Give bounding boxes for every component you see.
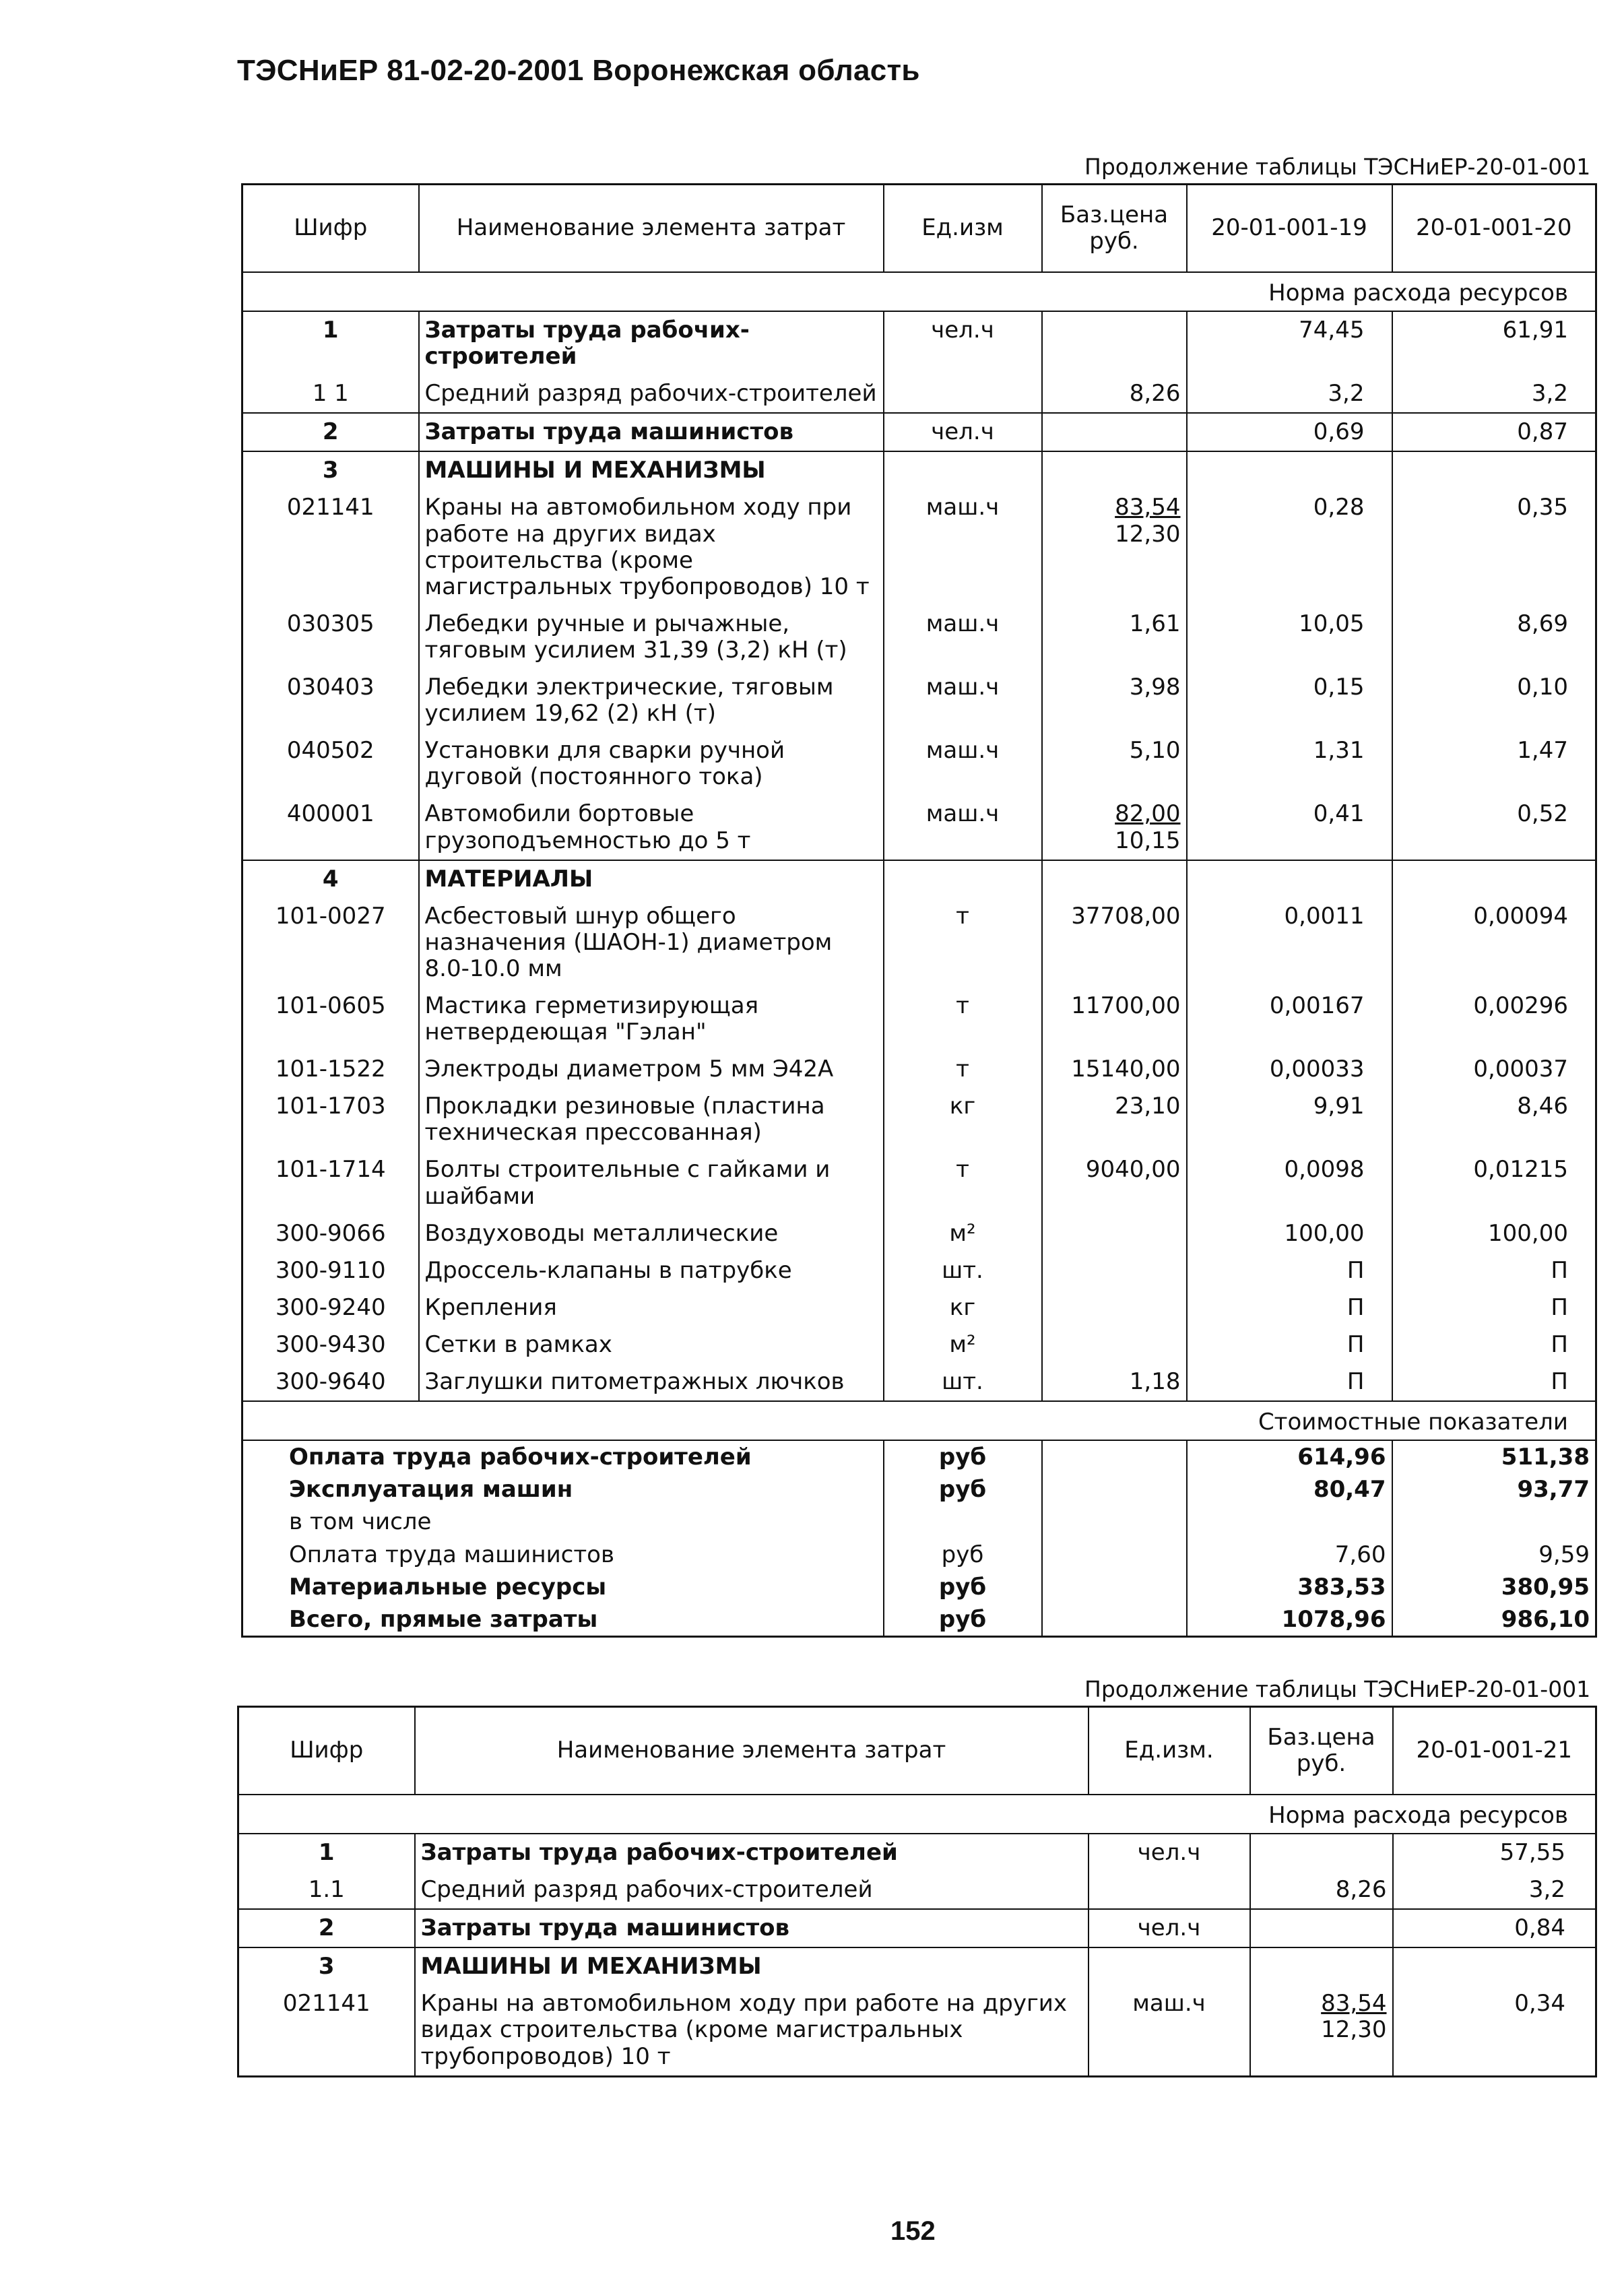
row-name: Установки для сварки ручной дуговой (постоянного тока) [419, 732, 884, 796]
row-code: 101-1703 [275, 1093, 386, 1120]
row-norm-value: 0,87 [1392, 413, 1596, 451]
cost-price [1042, 1603, 1187, 1637]
table-row [238, 1947, 1596, 1985]
row-price [1042, 988, 1187, 1051]
row-norm-value [1392, 451, 1596, 489]
cost-price [1042, 1440, 1187, 1473]
base-price: 83,54 [1321, 1990, 1387, 2018]
cost-unit: руб [884, 1603, 1042, 1637]
row-name: Болты строительные с гайками и шайбами [419, 1151, 884, 1215]
cost-value: 986,10 [1392, 1603, 1596, 1637]
header-name: Наименование элемента затрат [419, 185, 884, 273]
row-name: МАШИНЫ И МЕХАНИЗМЫ [419, 451, 884, 489]
row-norm-value: 1,31 [1187, 732, 1392, 796]
cost-name: Оплата труда машинистов [289, 1541, 615, 1568]
row-norm-value: 0,0011 [1187, 898, 1392, 988]
row-norm-value: 100,00 [1187, 1215, 1392, 1252]
cost-value: 93,77 [1392, 1473, 1596, 1506]
table-row [242, 413, 1596, 451]
header-norm-20: 20-01-001-20 [1392, 185, 1596, 273]
row-norm-value: 0,52 [1392, 796, 1596, 860]
row-price [1250, 1909, 1393, 1947]
cost-value: 1078,96 [1187, 1603, 1392, 1637]
header-code: Шифр [238, 1707, 415, 1795]
row-unit: т [884, 988, 1042, 1051]
row-norm-value: 0,10 [1392, 669, 1596, 732]
row-code: 1 [242, 311, 419, 375]
row-norm-value: П [1392, 1289, 1596, 1326]
row-code: 101-0027 [275, 902, 386, 930]
base-price: 15140,00 [1071, 1056, 1181, 1083]
row-unit: маш.ч [884, 606, 1042, 669]
row-unit: шт. [884, 1363, 1042, 1401]
row-unit: маш.ч [884, 489, 1042, 605]
cost-name: Эксплуатация машин [289, 1476, 573, 1504]
row-price [1250, 1947, 1393, 1985]
row-norm-value [1187, 451, 1392, 489]
row-unit [884, 860, 1042, 898]
row-name: МАШИНЫ И МЕХАНИЗМЫ [415, 1947, 1089, 1985]
row-unit: т [884, 1151, 1042, 1215]
row-code: 101-1522 [275, 1056, 386, 1083]
header-norm-19: 20-01-001-19 [1187, 185, 1392, 273]
row-name: Затраты труда машинистов [415, 1909, 1089, 1947]
cost-row [242, 1539, 1596, 1571]
base-price: 23,10 [1115, 1093, 1181, 1120]
row-unit: кг [884, 1289, 1042, 1326]
table-row [242, 732, 1596, 796]
row-norm-value [1187, 860, 1392, 898]
row-unit: чел.ч [1089, 1834, 1250, 1871]
row-unit: м² [884, 1326, 1042, 1363]
table-row [242, 1289, 1596, 1326]
table-header-row [238, 1707, 1596, 1795]
row-price [1042, 375, 1187, 413]
cost-row [242, 1571, 1596, 1603]
row-unit: кг [884, 1088, 1042, 1151]
table-row [238, 1834, 1596, 1871]
table-row [242, 1326, 1596, 1363]
cost-row [242, 1506, 1596, 1538]
row-norm-value: 3,2 [1187, 375, 1392, 413]
cost-name: Материальные ресурсы [289, 1573, 607, 1601]
row-norm-value: 0,41 [1187, 796, 1392, 860]
cost-name: Всего, прямые затраты [289, 1606, 598, 1634]
row-price [1250, 1871, 1393, 1909]
row-norm-value: 0,00296 [1392, 988, 1596, 1051]
header-unit: Ед.изм [884, 185, 1042, 273]
header-price: Баз.цена руб. [1250, 1707, 1393, 1795]
header-price: Баз.цена руб. [1042, 185, 1187, 273]
base-price: 8,26 [1129, 380, 1181, 408]
norm-label-row [238, 1795, 1596, 1834]
row-norm-value: 3,2 [1392, 375, 1596, 413]
row-price [1042, 606, 1187, 669]
cost-unit: руб [884, 1571, 1042, 1603]
row-norm-value [1393, 1947, 1596, 1985]
row-norm-value [1392, 860, 1596, 898]
table-row [238, 1909, 1596, 1947]
row-norm-value: П [1187, 1252, 1392, 1289]
row-price [1250, 1985, 1393, 2076]
header-name: Наименование элемента затрат [415, 1707, 1089, 1795]
row-price [1042, 898, 1187, 988]
row-code: 1 [238, 1834, 415, 1871]
table-row [242, 1088, 1596, 1151]
row-price [1042, 311, 1187, 375]
base-price: 3,98 [1129, 674, 1181, 701]
row-unit: м² [884, 1215, 1042, 1252]
row-unit [1089, 1947, 1250, 1985]
row-norm-value: 0,28 [1187, 489, 1392, 605]
cost-value: 9,59 [1392, 1539, 1596, 1571]
table-row [242, 1151, 1596, 1215]
row-norm-value: 0,15 [1187, 669, 1392, 732]
row-name: Мастика герметизирующая нетвердеющая "Гэлан" [419, 988, 884, 1051]
row-price [1042, 1151, 1187, 1215]
cost-row [242, 1603, 1596, 1637]
row-price [1042, 669, 1187, 732]
row-norm-value: 8,69 [1392, 606, 1596, 669]
norm-label: Норма расхода ресурсов [242, 272, 1596, 311]
row-unit: т [884, 1051, 1042, 1088]
row-norm-value: 0,01215 [1392, 1151, 1596, 1215]
row-code: 2 [238, 1909, 415, 1947]
cost-value: 380,95 [1392, 1571, 1596, 1603]
row-price [1042, 1326, 1187, 1363]
row-norm-value: П [1187, 1363, 1392, 1401]
cost-value: 383,53 [1187, 1571, 1392, 1603]
row-unit: маш.ч [1089, 1985, 1250, 2076]
cost-unit: руб [884, 1440, 1042, 1473]
header-code: Шифр [242, 185, 419, 273]
row-code: 300-9430 [275, 1330, 386, 1358]
row-price [1042, 1215, 1187, 1252]
row-norm-value: П [1392, 1252, 1596, 1289]
cost-unit: руб [884, 1473, 1042, 1506]
row-price [1042, 1051, 1187, 1088]
cost-price [1042, 1539, 1187, 1571]
row-price [1042, 860, 1187, 898]
row-norm-value: 10,05 [1187, 606, 1392, 669]
row-code: 1 1 [312, 380, 349, 408]
row-name: Сетки в рамках [419, 1326, 884, 1363]
row-code: 030305 [286, 610, 375, 637]
table-row [238, 1985, 1596, 2076]
row-price [1250, 1834, 1393, 1871]
row-norm-value: 100,00 [1392, 1215, 1596, 1252]
table-row [242, 1051, 1596, 1088]
row-price [1042, 413, 1187, 451]
row-name: Заглушки питометражных лючков [419, 1363, 884, 1401]
row-code: 3 [242, 451, 419, 489]
row-name: Автомобили бортовые грузоподъемностью до 5 т [419, 796, 884, 860]
row-unit [884, 451, 1042, 489]
row-unit: чел.ч [884, 413, 1042, 451]
row-price [1042, 796, 1187, 860]
table-row [242, 796, 1596, 860]
row-code: 300-9110 [275, 1256, 386, 1284]
header-norm-21: 20-01-001-21 [1393, 1707, 1596, 1795]
table-row [242, 988, 1596, 1051]
row-price [1042, 732, 1187, 796]
row-name: Дроссель-клапаны в патрубке [419, 1252, 884, 1289]
row-norm-value: П [1392, 1363, 1596, 1401]
base-price: 5,10 [1129, 737, 1181, 765]
row-norm-value: 0,84 [1393, 1909, 1596, 1947]
row-name: Затраты труда рабочих-строителей [415, 1834, 1089, 1871]
base-price: 83,54 [1115, 494, 1181, 521]
row-name: Лебедки ручные и рычажные, тяговым усилием 31,39 (3,2) кН (т) [419, 606, 884, 669]
row-name: Асбестовый шнур общего назначения (ШАОН-1) диаметром 8.0-10.0 мм [419, 898, 884, 988]
base-price: 9040,00 [1085, 1156, 1181, 1184]
cost-value: 7,60 [1187, 1539, 1392, 1571]
row-norm-value: П [1187, 1326, 1392, 1363]
table-row [242, 375, 1596, 413]
cost-label: Стоимостные показатели [242, 1401, 1596, 1440]
row-name: Прокладки резиновые (пластина техническая прессованная) [419, 1088, 884, 1151]
row-code: 300-9066 [275, 1219, 386, 1247]
table-row [242, 860, 1596, 898]
row-price [1042, 1289, 1187, 1326]
row-price [1042, 1363, 1187, 1401]
row-code: 4 [242, 860, 419, 898]
row-name: Электроды диаметром 5 мм Э42А [419, 1051, 884, 1088]
table-row [242, 1215, 1596, 1252]
table-header-row [242, 185, 1596, 273]
row-code: 1.1 [308, 1876, 345, 1904]
table-row [242, 1252, 1596, 1289]
cost-name: в том числе [289, 1508, 432, 1536]
cost-value: 511,38 [1392, 1440, 1596, 1473]
row-name: Затраты труда машинистов [419, 413, 884, 451]
row-norm-value: 0,34 [1393, 1985, 1596, 2076]
row-norm-value: 61,91 [1392, 311, 1596, 375]
row-norm-value: 1,47 [1392, 732, 1596, 796]
row-price [1042, 489, 1187, 605]
row-code: 021141 [286, 494, 375, 521]
norm-label-row [242, 272, 1596, 311]
cost-price [1042, 1473, 1187, 1506]
table-row [242, 898, 1596, 988]
row-unit: шт. [884, 1252, 1042, 1289]
table-row [242, 489, 1596, 605]
row-code: 3 [238, 1947, 415, 1985]
base-price: 8,26 [1335, 1876, 1387, 1904]
row-code: 030403 [286, 674, 375, 701]
row-code: 101-0605 [275, 992, 386, 1019]
row-unit: чел.ч [884, 311, 1042, 375]
row-norm-value: 0,00167 [1187, 988, 1392, 1051]
row-norm-value: П [1187, 1289, 1392, 1326]
resource-norms-table-2 [237, 1706, 1597, 2077]
row-name: Воздуховоды металлические [419, 1215, 884, 1252]
row-code: 400001 [286, 800, 375, 828]
row-norm-value: 8,46 [1392, 1088, 1596, 1151]
row-name: Лебедки электрические, тяговым усилием 19,62 (2) кН (т) [419, 669, 884, 732]
row-norm-value: 0,00094 [1392, 898, 1596, 988]
row-name: Краны на автомобильном ходу при работе на других видах строительства (кроме магистральных трубопроводов) 10 т [415, 1985, 1089, 2076]
document-title: ТЭСНиЕР 81-02-20-2001 Воронежская область [237, 54, 920, 87]
row-unit: чел.ч [1089, 1909, 1250, 1947]
row-price [1042, 1252, 1187, 1289]
row-name: Затраты труда рабочих-строителей [419, 311, 884, 375]
table-continuation-label: Продолжение таблицы ТЭСНиЕР-20-01-001 [1084, 154, 1591, 180]
cost-name: Оплата труда рабочих-строителей [242, 1440, 884, 1473]
row-name: МАТЕРИАЛЫ [419, 860, 884, 898]
table-row [242, 606, 1596, 669]
row-norm-value: П [1392, 1326, 1596, 1363]
row-price [1042, 1088, 1187, 1151]
row-unit [884, 375, 1042, 413]
cost-value: 80,47 [1187, 1473, 1392, 1506]
cost-unit [884, 1506, 1042, 1538]
row-unit: маш.ч [884, 796, 1042, 860]
cost-unit: руб [884, 1539, 1042, 1571]
row-code: 300-9640 [275, 1368, 386, 1395]
table-row [238, 1871, 1596, 1909]
table-row [242, 311, 1596, 375]
table-row [242, 669, 1596, 732]
resource-norms-table [241, 183, 1597, 1638]
row-name: Средний разряд рабочих-строителей [419, 375, 884, 413]
base-price: 82,00 [1115, 800, 1181, 828]
cost-price [1042, 1571, 1187, 1603]
row-norm-value: 74,45 [1187, 311, 1392, 375]
row-price [1042, 451, 1187, 489]
row-norm-value: 0,69 [1187, 413, 1392, 451]
row-norm-value: 0,35 [1392, 489, 1596, 605]
row-code: 2 [242, 413, 419, 451]
base-price-labor: 12,30 [1321, 2016, 1387, 2044]
row-code: 101-1714 [275, 1156, 386, 1184]
page-number: 152 [890, 2216, 936, 2246]
norm-label: Норма расхода ресурсов [238, 1795, 1596, 1834]
base-price: 37708,00 [1071, 902, 1181, 930]
row-unit: маш.ч [884, 669, 1042, 732]
cost-price [1042, 1506, 1187, 1538]
row-norm-value: 0,00037 [1392, 1051, 1596, 1088]
row-code: 040502 [286, 737, 375, 765]
cost-value [1392, 1506, 1596, 1538]
table-row [242, 1363, 1596, 1401]
cost-label-row [242, 1401, 1596, 1440]
row-name: Крепления [419, 1289, 884, 1326]
row-name: Краны на автомобильном ходу при работе на других видах строительства (кроме магистральных трубопроводов) 10 т [419, 489, 884, 605]
row-norm-value: 3,2 [1393, 1871, 1596, 1909]
row-code: 300-9240 [275, 1293, 386, 1321]
base-price: 11700,00 [1071, 992, 1181, 1019]
row-norm-value: 9,91 [1187, 1088, 1392, 1151]
cost-value: 614,96 [1187, 1440, 1392, 1473]
base-price: 1,61 [1129, 610, 1181, 637]
table-row [242, 451, 1596, 489]
cost-row [242, 1473, 1596, 1506]
header-unit: Ед.изм. [1089, 1707, 1250, 1795]
base-price-labor: 10,15 [1115, 827, 1181, 854]
row-norm-value: 0,0098 [1187, 1151, 1392, 1215]
row-norm-value: 0,00033 [1187, 1051, 1392, 1088]
row-norm-value: 57,55 [1393, 1834, 1596, 1871]
base-price: 1,18 [1129, 1368, 1181, 1395]
row-name: Средний разряд рабочих-строителей [415, 1871, 1089, 1909]
cost-value [1187, 1506, 1392, 1538]
base-price-labor: 12,30 [1115, 520, 1181, 548]
row-code: 021141 [282, 1990, 370, 2018]
table-continuation-label: Продолжение таблицы ТЭСНиЕР-20-01-001 [1084, 1676, 1591, 1702]
row-unit: т [884, 898, 1042, 988]
row-unit [1089, 1871, 1250, 1909]
cost-row [242, 1440, 1596, 1473]
row-unit: маш.ч [884, 732, 1042, 796]
